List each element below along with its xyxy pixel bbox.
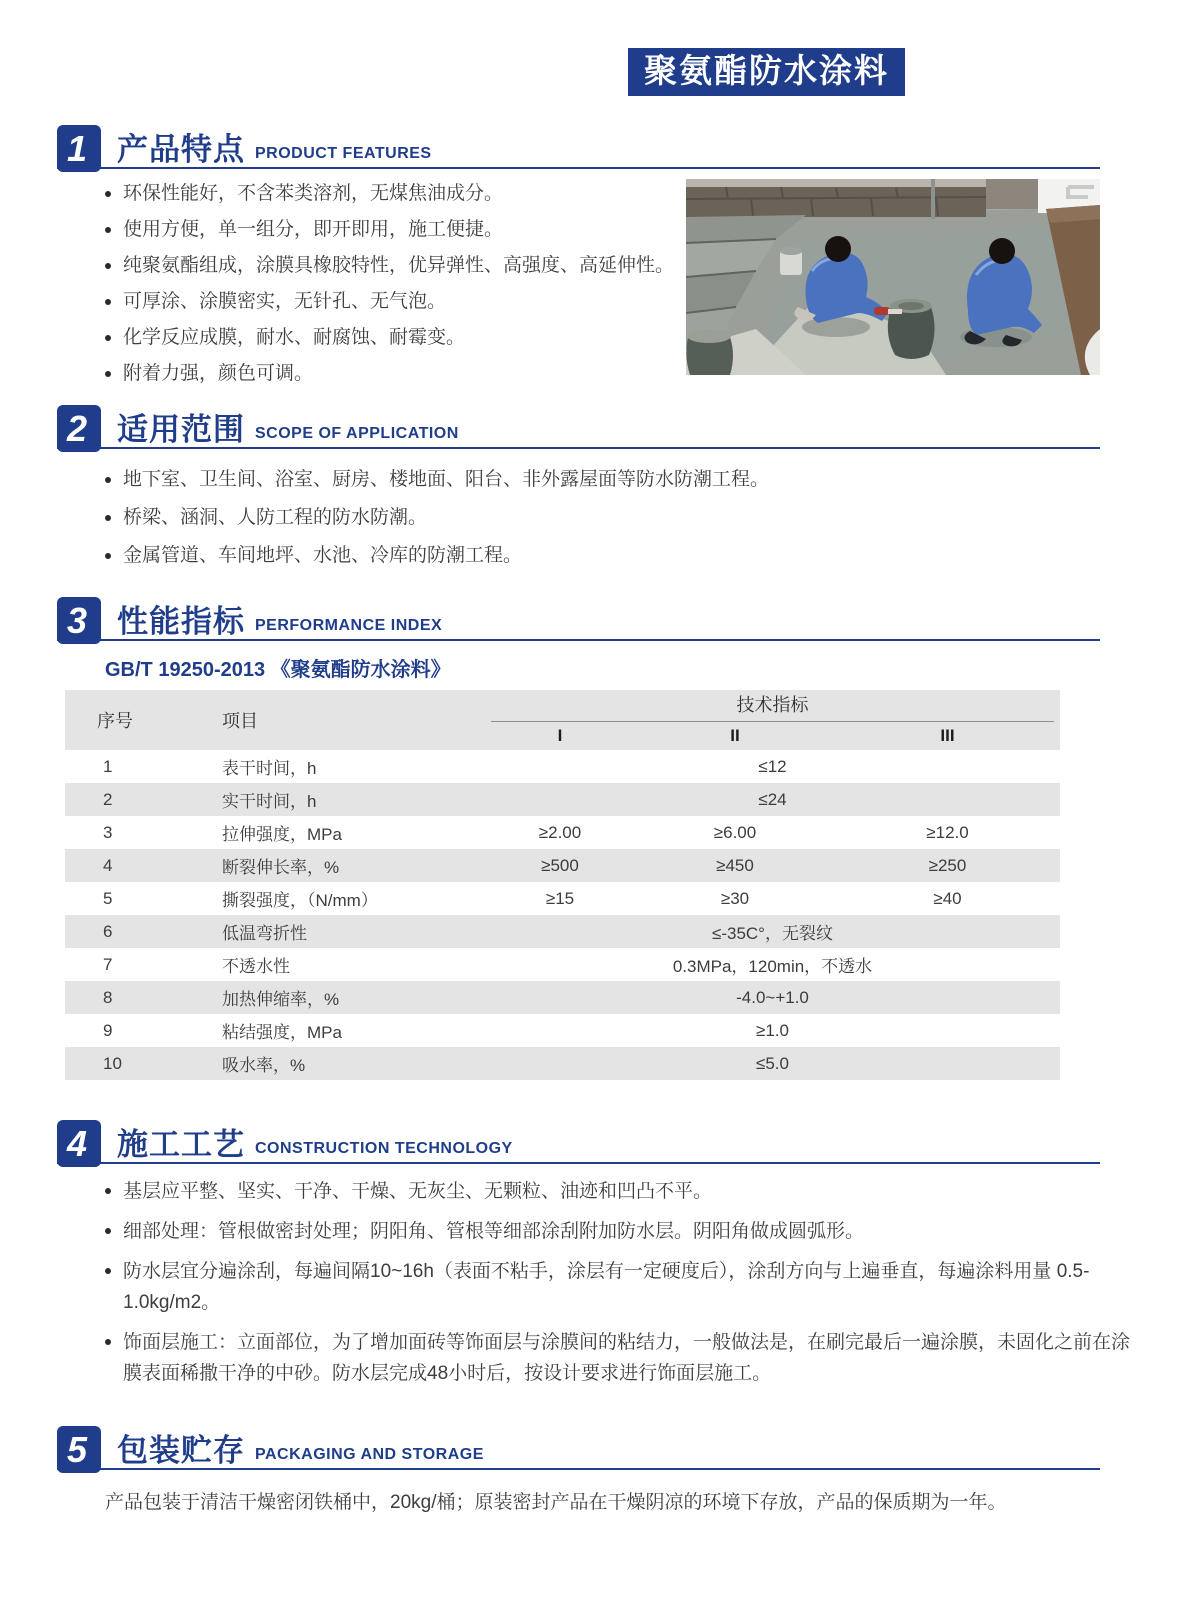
bullet-icon [105, 1268, 111, 1274]
list-item [103, 1327, 1130, 1389]
col-header-item: 项目 [222, 711, 258, 731]
worker-left-head [825, 236, 851, 262]
bullet-icon [105, 515, 111, 521]
list-item [103, 323, 676, 353]
list-item [103, 251, 676, 281]
row-value-2: ≥30 [720, 888, 750, 908]
trowel [874, 307, 890, 315]
list-item [103, 1176, 1130, 1207]
section-1-header [57, 125, 1100, 169]
row-no: 5 [103, 888, 113, 908]
construction-list [103, 1176, 1130, 1389]
col-header-tech [485, 690, 1060, 722]
row-no: 2 [103, 789, 113, 809]
table-row [65, 948, 1060, 981]
list-item-text: 化学反应成膜，耐水、耐腐蚀、耐霉变。 [123, 327, 466, 348]
bullet-icon [105, 263, 111, 269]
list-item [103, 1216, 1130, 1247]
section-construction [0, 1120, 1200, 1398]
row-item: 吸水率，% [222, 1056, 306, 1075]
row-item: 低温弯折性 [222, 924, 307, 943]
list-item-text: 可厚涂、涂膜密实，无针孔、无气泡。 [123, 291, 447, 312]
barrel-left [686, 329, 733, 375]
product-photo-illustration [686, 179, 1100, 375]
row-item: 实干时间，h [222, 792, 317, 811]
table-row [65, 816, 1060, 849]
grade-header-2: II [730, 726, 740, 745]
row-item: 不透水性 [222, 957, 290, 976]
grade-header-3: III [940, 726, 955, 745]
row-value-2: ≥6.00 [713, 822, 757, 842]
row-no: 1 [103, 756, 113, 776]
section-4-header [57, 1120, 1100, 1164]
list-item [103, 287, 676, 317]
list-item [103, 503, 1200, 533]
section-performance-index [0, 597, 1200, 1080]
row-item: 加热伸缩率，% [222, 990, 340, 1009]
standard-reference: GB/T 19250-2013 《聚氨酯防水涂料》 [105, 659, 451, 681]
col-header-index: 序号 [97, 711, 133, 731]
performance-table-head [65, 690, 1060, 750]
row-value: ≤12 [758, 756, 787, 776]
product-photo [686, 179, 1100, 375]
row-value: 0.3MPa，120min，不透水 [672, 957, 873, 976]
table-row [65, 1047, 1060, 1080]
tech-index-label: 技术指标 [491, 691, 1054, 722]
bullet-icon [105, 227, 111, 233]
row-no: 7 [103, 954, 113, 974]
row-no: 10 [103, 1053, 122, 1073]
row-no: 3 [103, 822, 113, 842]
row-item: 断裂伸长率，% [222, 858, 340, 877]
list-item [103, 1256, 1130, 1318]
section-scope [0, 405, 1200, 579]
row-no: 4 [103, 855, 113, 875]
bullet-icon [105, 299, 111, 305]
list-item-text: 附着力强，颜色可调。 [123, 363, 314, 384]
pole [931, 179, 935, 219]
section-4-number-badge: 4 [57, 1120, 101, 1167]
packaging-paragraph: 产品包装于清洁干燥密闭铁桶中，20kg/桶；原装密封产品在干燥阴凉的环境下存放，产品的保质期为一年。 [105, 1492, 1007, 1513]
row-value-1: ≥2.00 [538, 822, 582, 842]
list-item-text: 基层应平整、坚实、干净、干燥、无灰尘、无颗粒、油迹和凹凸不平。 [123, 1181, 713, 1202]
row-item: 拉伸强度，MPa [222, 825, 342, 844]
row-item: 撕裂强度，（N/mm） [222, 891, 378, 910]
table-row [65, 750, 1060, 783]
section-1-title-zh: 产品特点 [117, 132, 245, 167]
worker-right-head [989, 238, 1015, 264]
list-item-text: 桥梁、涵洞、人防工程的防水防潮。 [123, 507, 428, 528]
list-item-text: 环保性能好，不含苯类溶剂，无煤焦油成分。 [123, 183, 504, 204]
list-item [103, 215, 676, 245]
bullet-icon [105, 477, 111, 483]
bullet-icon [105, 553, 111, 559]
bullet-icon [105, 1228, 111, 1234]
section-5-header [57, 1426, 1100, 1470]
list-item [103, 541, 1200, 571]
section-3-title-en: PERFORMANCE INDEX [255, 617, 443, 634]
table-row [65, 882, 1060, 915]
section-3-header [57, 597, 1100, 641]
row-value-3: ≥12.0 [926, 822, 969, 842]
row-item: 表干时间，h [222, 759, 317, 778]
row-value-2: ≥450 [716, 855, 754, 875]
row-value: ≤5.0 [756, 1053, 789, 1073]
row-item: 粘结强度，MPa [222, 1023, 342, 1042]
row-value: ≤-35C°，无裂纹 [712, 924, 833, 943]
section-2-header [57, 405, 1100, 449]
list-item-text: 地下室、卫生间、浴室、厨房、楼地面、阳台、非外露屋面等防水防潮工程。 [123, 469, 770, 490]
row-no: 9 [103, 1020, 113, 1040]
section-product-features [0, 125, 1200, 395]
row-value: -4.0~+1.0 [736, 987, 809, 1007]
performance-table [65, 690, 1060, 1080]
section-2-title-zh: 适用范围 [117, 412, 245, 447]
bullet-icon [105, 191, 111, 197]
section-packaging [0, 1426, 1200, 1518]
feature-list [103, 179, 686, 395]
table-row [65, 1014, 1060, 1047]
section-1-body [103, 179, 1100, 395]
page-title: 聚氨酯防水涂料 [628, 48, 905, 96]
table-row [65, 783, 1060, 816]
list-item [103, 465, 1200, 495]
paint-bucket [780, 247, 802, 275]
list-item-text: 使用方便，单一组分，即开即用，施工便捷。 [123, 219, 504, 240]
section-3-title-zh: 性能指标 [117, 604, 245, 639]
bullet-icon [105, 1188, 111, 1194]
section-2-title-en: SCOPE OF APPLICATION [255, 425, 459, 442]
section-5-title-zh: 包装贮存 [117, 1433, 245, 1468]
section-4-title-zh: 施工工艺 [117, 1127, 245, 1162]
list-item-text: 金属管道、车间地坪、水池、冷库的防潮工程。 [123, 545, 523, 566]
row-value-1: ≥15 [545, 888, 575, 908]
bullet-icon [105, 371, 111, 377]
row-value-1: ≥500 [541, 855, 579, 875]
performance-table-body [65, 750, 1060, 1080]
row-value: ≤24 [758, 789, 787, 809]
barrel-center [888, 299, 935, 359]
section-3-number-badge: 3 [57, 597, 101, 644]
list-item-text: 饰面层施工：立面部位，为了增加面砖等饰面层与涂膜间的粘结力，一般做法是，在刷完最后一遍涂膜，未固化之前在涂膜表面稀撒干净的中砂。防水层完成48小时后，按设计要求进行饰面层施工。 [123, 1332, 1131, 1384]
section-2-number-badge: 2 [57, 405, 101, 452]
row-value-3: ≥250 [928, 855, 967, 875]
row-value: ≥1.0 [756, 1020, 789, 1040]
section-1-number-badge: 1 [57, 125, 101, 172]
section-1-title-en: PRODUCT FEATURES [255, 145, 432, 162]
list-item [103, 359, 676, 389]
table-row [65, 915, 1060, 948]
list-item-text: 细部处理：管根做密封处理；阴阳角、管根等细部涂刮附加防水层。阴阳角做成圆弧形。 [123, 1221, 865, 1242]
section-5-title-en: PACKAGING AND STORAGE [255, 1446, 484, 1463]
section-4-title-en: CONSTRUCTION TECHNOLOGY [255, 1140, 513, 1157]
row-no: 6 [103, 921, 113, 941]
table-row [65, 849, 1060, 882]
scope-list [103, 465, 1200, 571]
list-item-text: 防水层宜分遍涂刮，每遍间隔10~16h（表面不粘手，涂层有一定硬度后），涂刮方向与上遍垂直，每遍涂料用量 0.5-1.0kg/m2。 [123, 1261, 1090, 1313]
section-5-number-badge: 5 [57, 1426, 101, 1473]
row-no: 8 [103, 987, 113, 1007]
grade-header-1: I [557, 726, 563, 745]
list-item [103, 179, 676, 209]
bullet-icon [105, 335, 111, 341]
row-value-3: ≥40 [933, 888, 962, 908]
table-row [65, 981, 1060, 1014]
bullet-icon [105, 1339, 111, 1345]
list-item-text: 纯聚氨酯组成，涂膜具橡胶特性，优异弹性、高强度、高延伸性。 [123, 255, 675, 276]
